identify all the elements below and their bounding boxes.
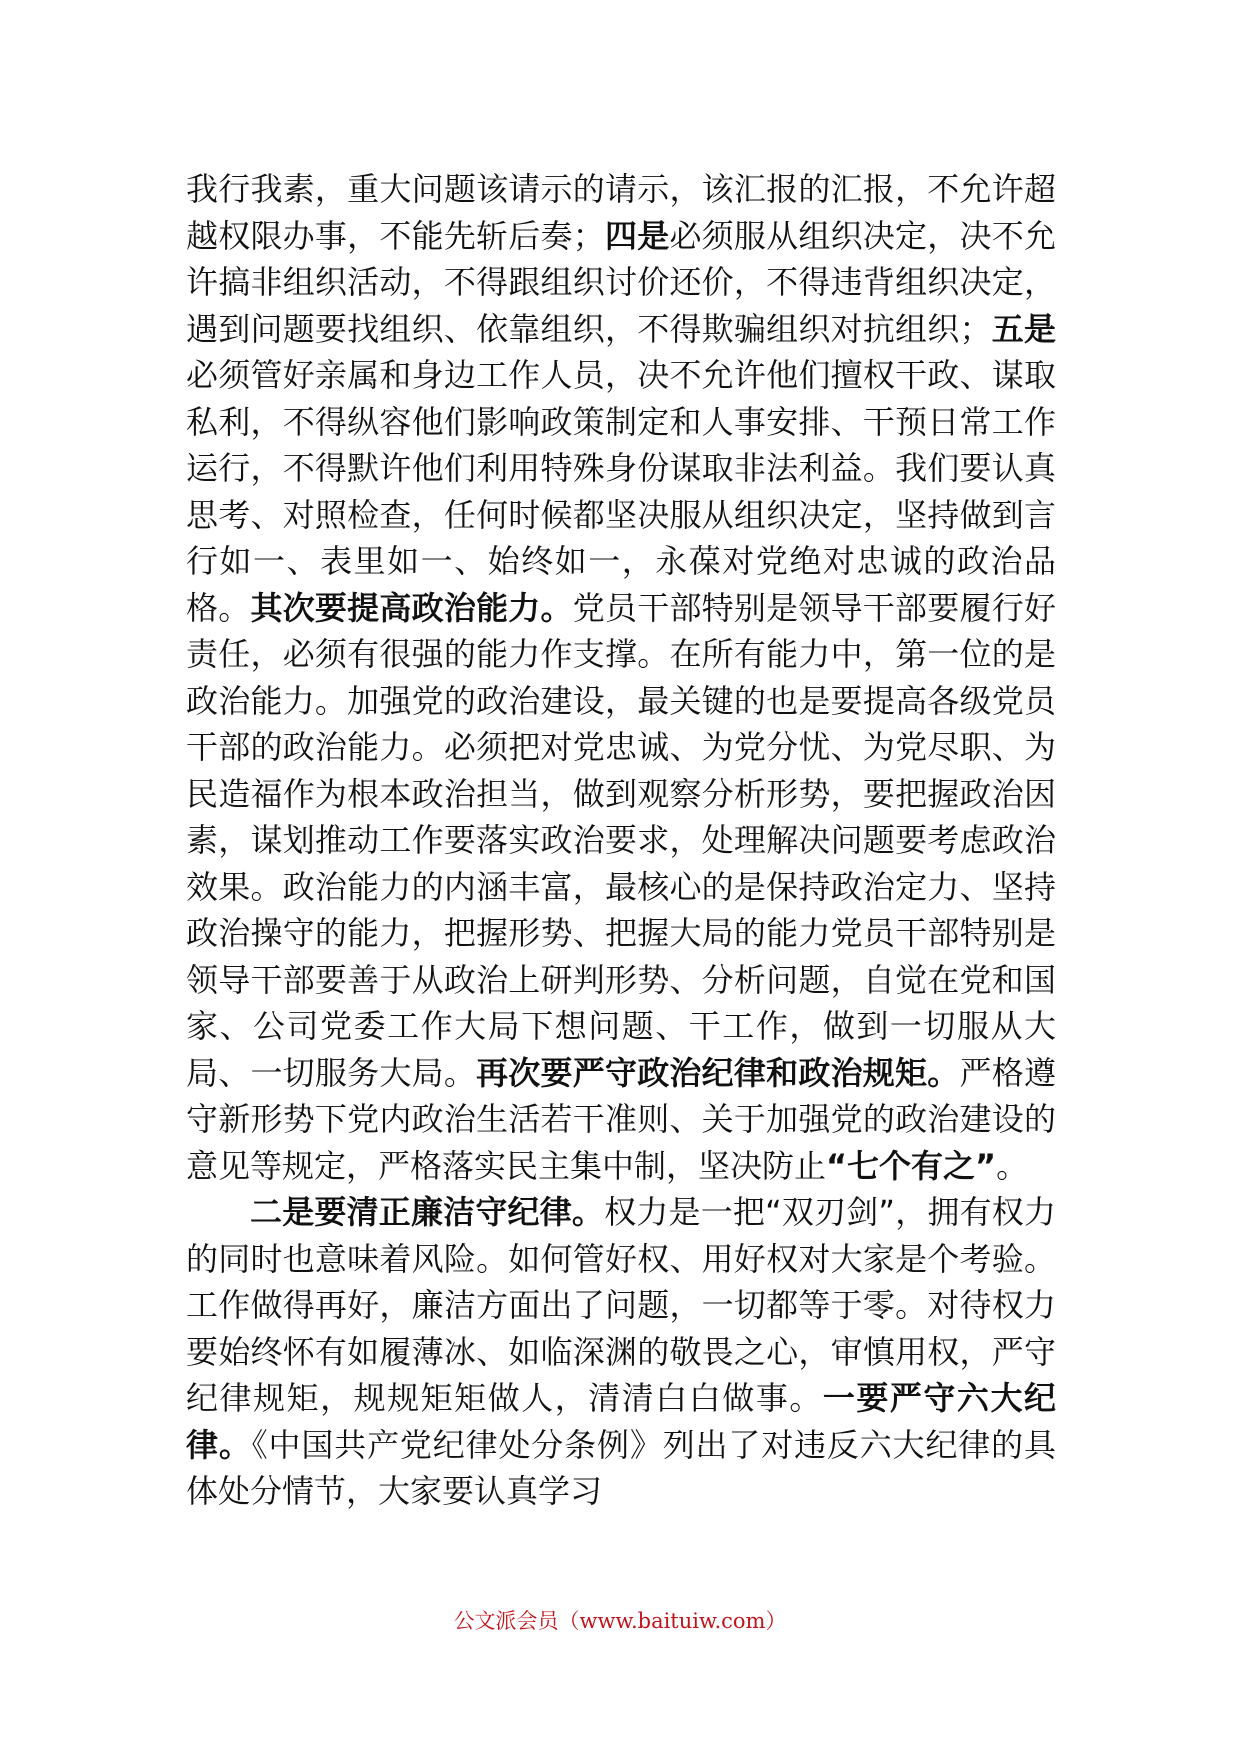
footer-watermark: 公文派会员（www.baituiw.com） bbox=[453, 1609, 787, 1633]
text-run: 。 bbox=[996, 1146, 1029, 1185]
text-run: 必须服从组织决定，决不允许搞非组织活动，不得跟组织讨价还价，不得违背组织决定，遇到问题要找组织、依靠组织，不得欺骗组织对抗组织； bbox=[186, 216, 1056, 348]
text-run: 《中国共产党纪律处分条例》列出了对违反六大纪律的具体处分情节，大家要认真学习 bbox=[186, 1425, 1056, 1510]
bold-run: 二是要清正廉洁守纪律。 bbox=[250, 1193, 605, 1231]
bold-run: 四是 bbox=[604, 216, 670, 255]
bold-run: 再次要严守政治纪律和政治规矩。 bbox=[476, 1053, 960, 1092]
text-run: 必须管好亲属和身边工作人员，决不允许他们擅权干政、谋取私利，不得纵容他们影响政策制定和人事安排、干预日常工作运行，不得默许他们利用特殊身份谋取非法利益。我们要认真思考、对照检查，任何时候都坚决服从组织决定，坚持做到言行如一、表里如一、始终如一，永葆对党绝对忠诚的政治品格。 bbox=[186, 356, 1056, 627]
bold-run: 其次要提高政治能力。 bbox=[250, 588, 573, 627]
bold-run: “七个有之” bbox=[826, 1146, 997, 1185]
text-run: 我行我素，重大问题该请示的请示，该汇报的汇报，不允许超越权限办事，不能先斩后奏； bbox=[186, 170, 1056, 255]
bold-run: 五是 bbox=[991, 309, 1056, 348]
document-body bbox=[186, 166, 1056, 1515]
bold-run: 一要严守六大纪律。 bbox=[186, 1379, 1056, 1464]
paragraph-1 bbox=[186, 166, 1056, 1189]
text-run: 权力是一把“双刃剑”，拥有权力的同时也意味着风险。如何管好权、用好权对大家是个考验。工作做得再好，廉洁方面出了问题，一切都等于零。对待权力要始终怀有如履薄冰、如临深渊的敬畏之心，审慎用权，严守纪律规矩，规规矩矩做人，清清白白做事。 bbox=[186, 1193, 1056, 1417]
paragraph-2 bbox=[186, 1189, 1056, 1515]
text-run: 党员干部特别是领导干部要履行好责任，必须有很强的能力作支撑。在所有能力中，第一位的是政治能力。加强党的政治建设，最关键的也是要提高各级党员干部的政治能力。必须把对党忠诚、为党分忧、为党尽职、为民造福作为根本政治担当，做到观察分析形势，要把握政治因素，谋划推动工作要落实政治要求，处理解决问题要考虑政治效果。政治能力的内涵丰富，最核心的是保持政治定力、坚持政治操守的能力，把握形势、把握大局的能力党员干部特别是领导干部要善于从政治上研判形势、分析问题，自觉在党和国家、公司党委工作大局下想问题、干工作，做到一切服从大局、一切服务大局。 bbox=[186, 588, 1056, 1092]
text-run: 严格遵守新形势下党内政治生活若干准则、关于加强党的政治建设的意见等规定，严格落实民主集中制，坚决防止 bbox=[186, 1053, 1056, 1185]
